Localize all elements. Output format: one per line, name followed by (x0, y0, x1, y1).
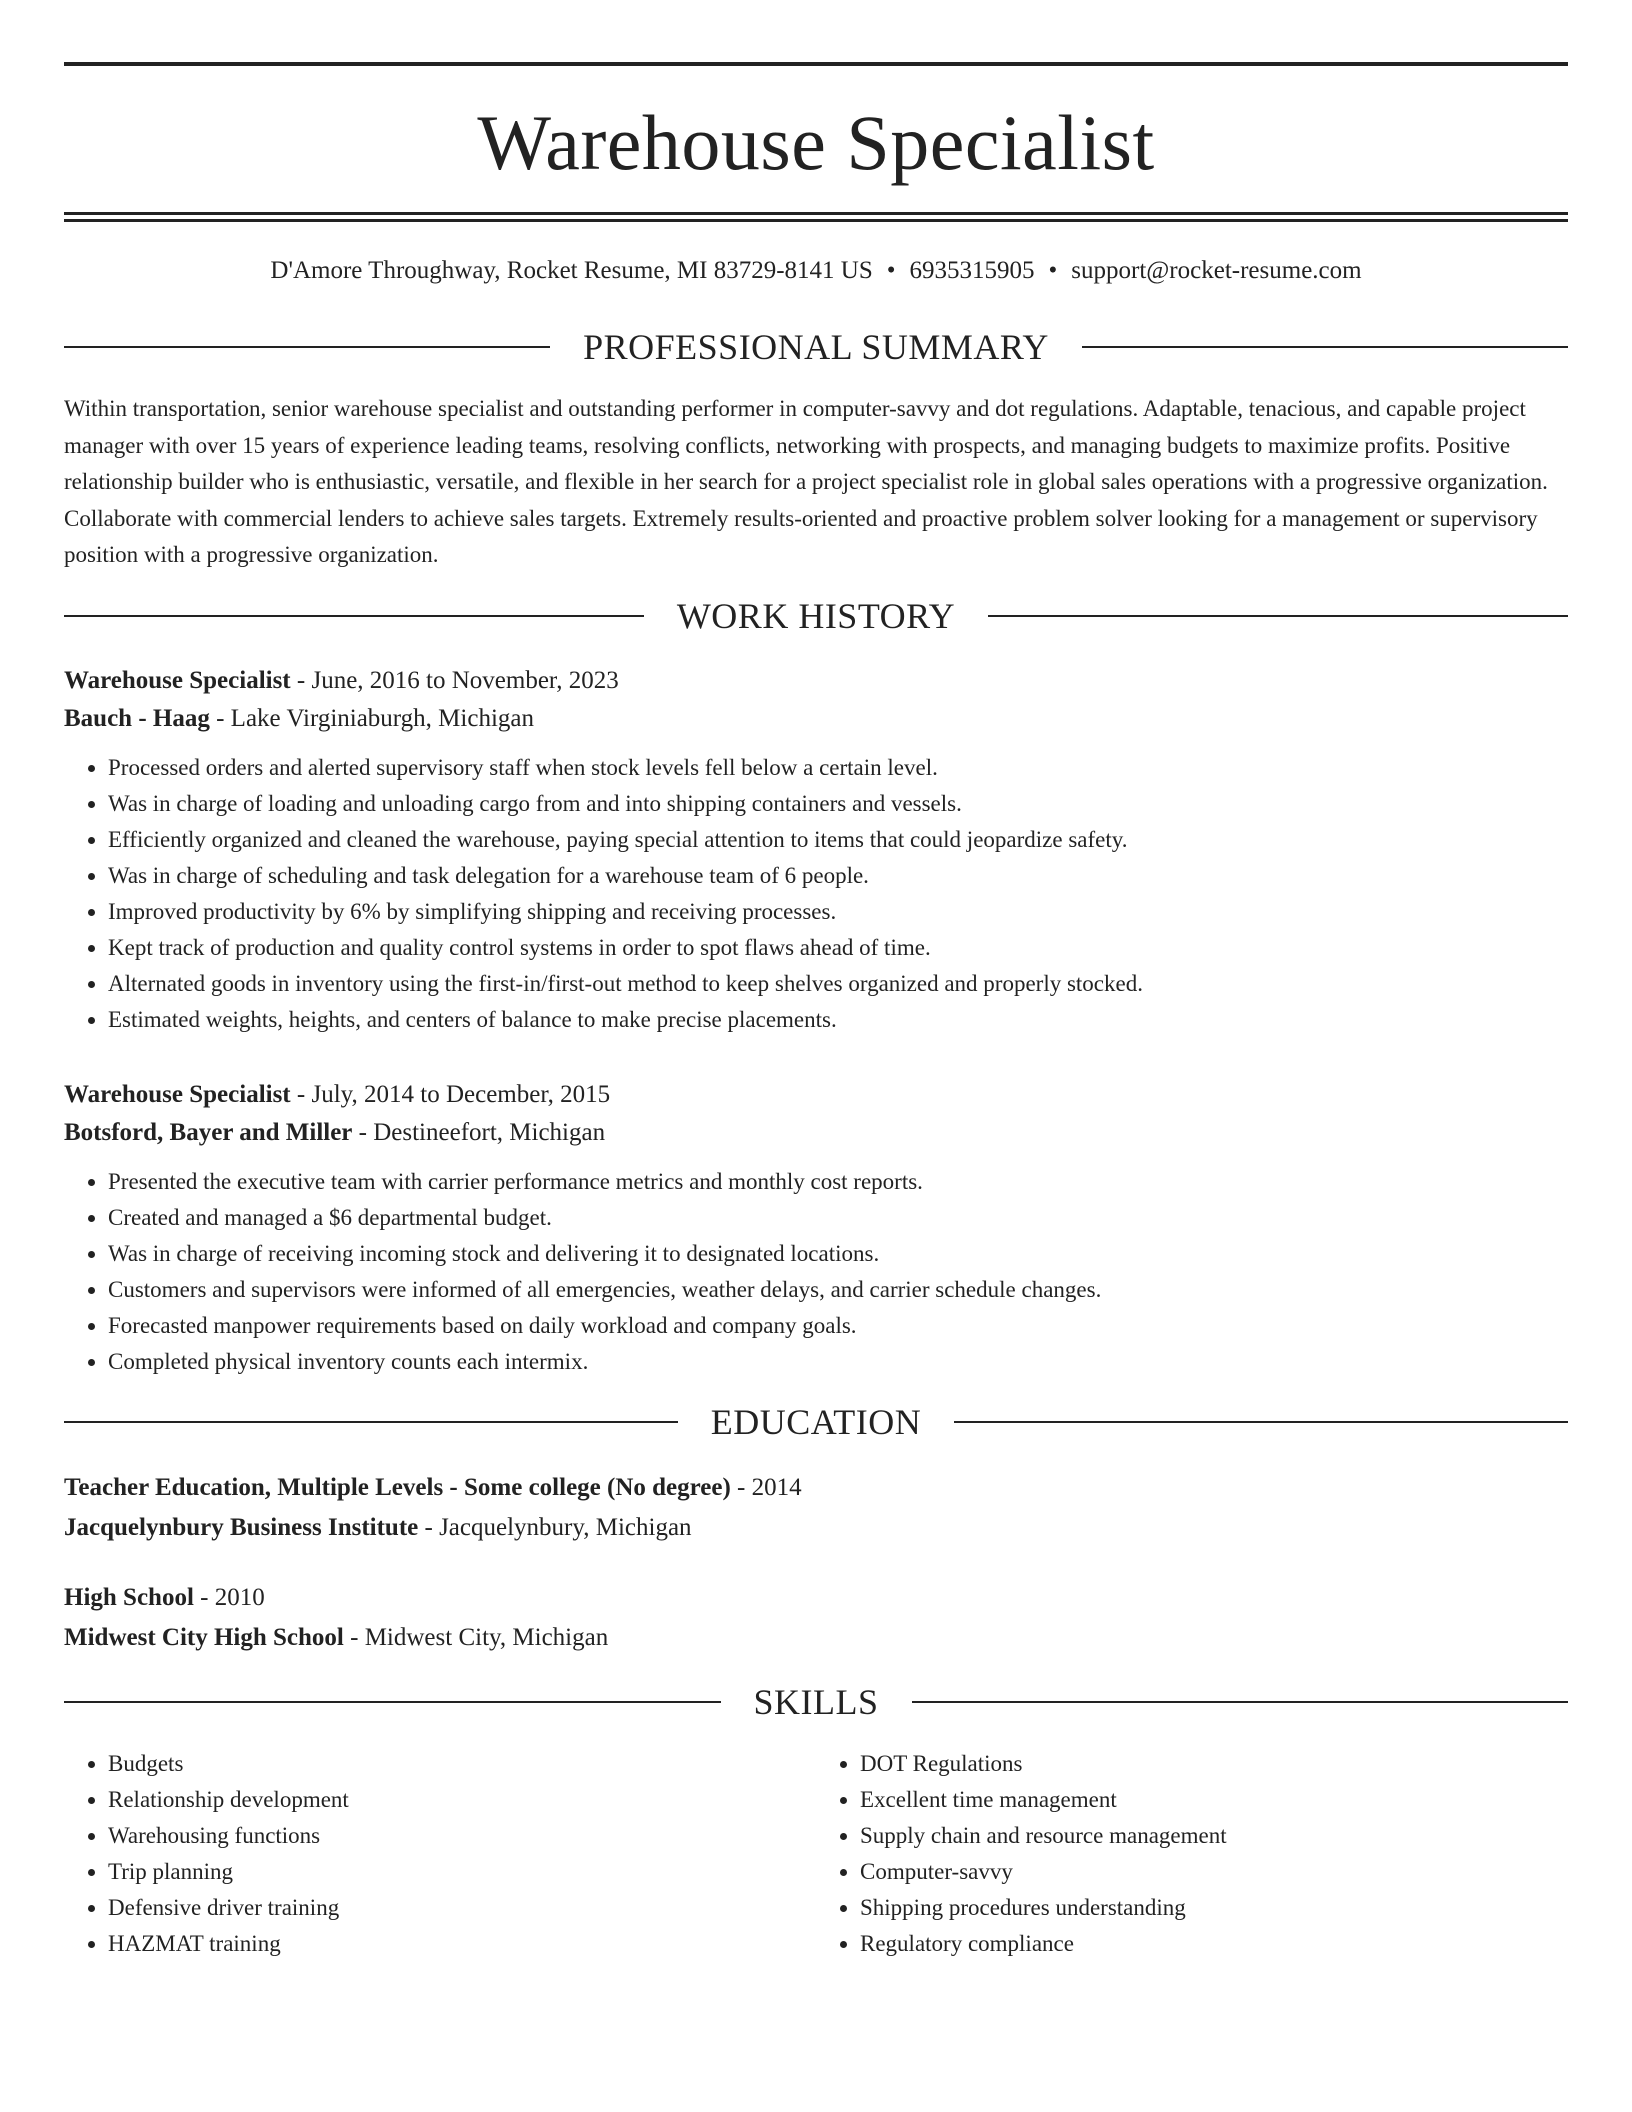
skills-bullets (64, 1746, 816, 1962)
job-location: - Destineefort, Michigan (352, 1118, 606, 1146)
heading-rule-left (64, 615, 644, 617)
contact-separator: • (1048, 257, 1058, 284)
list-item: • Was in charge of loading and unloading cargo from and into shipping containers and vessels. (108, 786, 1568, 822)
heading-rule-right (988, 615, 1568, 617)
list-item: • Computer-savvy (860, 1854, 1568, 1890)
skills-column-left (64, 1746, 816, 1962)
list-item: • Regulatory compliance (860, 1926, 1568, 1962)
section-heading-skills (64, 1681, 1568, 1722)
education-degree: High School (64, 1583, 194, 1611)
job-dates: - June, 2016 to November, 2023 (290, 666, 619, 694)
summary-paragraph: Within transportation, senior warehouse specialist and outstanding performer in computer-savvy and dot regulations. Adaptable, tenacious, and capable project manager with over 15 years of experience leading teams, resolving conflicts, networking with prospects, and managing budgets to maximize profits. Positive relationship builder who is enthusiastic, versatile, and flexible in her search for a project specialist role in global sales operations with a progressive organization. Collaborate with commercial lenders to achieve sales targets. Extremely results-oriented and proactive problem solver looking for a management or supervisory position with a progressive organization. (64, 396, 1548, 567)
job-company: Botsford, Bayer and Miller (64, 1118, 353, 1146)
heading-rule-left (64, 1701, 721, 1703)
list-item: • Excellent time management (860, 1782, 1568, 1818)
education-degree-line (64, 1468, 1568, 1508)
list-item: • Presented the executive team with carrier performance metrics and monthly cost reports. (108, 1164, 1568, 1200)
list-item: • Efficiently organized and cleaned the warehouse, paying special attention to items that could jeopardize safety. (108, 822, 1568, 858)
top-rule (64, 62, 1568, 66)
job-company: Bauch - Haag (64, 704, 210, 732)
job-company-line (64, 700, 1568, 738)
list-item: • Forecasted manpower requirements based on daily workload and company goals. (108, 1308, 1568, 1344)
job-entry (64, 662, 1568, 1038)
list-item: • Shipping procedures understanding (860, 1890, 1568, 1926)
list-item: • Customers and supervisors were informed of all emergencies, weather delays, and carrier schedule changes. (108, 1272, 1568, 1308)
list-item: • Improved productivity by 6% by simplifying shipping and receiving processes. (108, 894, 1568, 930)
contact-address: D'Amore Throughway, Rocket Resume, MI 83729-8141 US (270, 257, 873, 284)
job-dates: - July, 2014 to December, 2015 (290, 1080, 611, 1108)
section-heading-work (64, 595, 1568, 636)
list-item: • Estimated weights, heights, and centers of balance to make precise placements. (108, 1002, 1568, 1038)
education-year: - 2010 (193, 1583, 265, 1611)
skills-list (64, 1746, 1568, 1962)
job-location: - Lake Virginiaburgh, Michigan (209, 704, 534, 732)
list-item: • Warehousing functions (108, 1818, 816, 1854)
list-item: • Relationship development (108, 1782, 816, 1818)
list-item: • DOT Regulations (860, 1746, 1568, 1782)
contact-phone: 6935315905 (909, 257, 1035, 284)
heading-rule-left (64, 1421, 678, 1423)
list-item: • Trip planning (108, 1854, 816, 1890)
job-company-line (64, 1114, 1568, 1152)
job-title-line (64, 662, 1568, 700)
job-title: Warehouse Specialist (64, 666, 291, 694)
heading-rule-left (64, 346, 550, 348)
education-school-line (64, 1508, 1568, 1548)
education-entry (64, 1468, 1568, 1548)
list-item: • Created and managed a $6 departmental budget. (108, 1200, 1568, 1236)
page-title: Warehouse Specialist (477, 99, 1155, 186)
list-item: • Was in charge of scheduling and task delegation for a warehouse team of 6 people. (108, 858, 1568, 894)
heading-rule-right (912, 1701, 1569, 1703)
job-title: Warehouse Specialist (64, 1080, 291, 1108)
education-school-line (64, 1618, 1568, 1658)
contact-separator: • (886, 257, 896, 284)
list-item: • HAZMAT training (108, 1926, 816, 1962)
list-item: • Processed orders and alerted supervisory staff when stock levels fell below a certain level. (108, 750, 1568, 786)
list-item: • Completed physical inventory counts each intermix. (108, 1344, 1568, 1380)
education-year: - 2014 (730, 1473, 802, 1501)
list-item: • Kept track of production and quality control systems in order to spot flaws ahead of time. (108, 930, 1568, 966)
education-degree: Teacher Education, Multiple Levels - Some college (No degree) (64, 1473, 731, 1501)
section-heading-summary (64, 329, 1568, 365)
section-title: WORK HISTORY (676, 595, 956, 636)
contact-email: support@rocket-resume.com (1071, 257, 1362, 284)
list-item: • Defensive driver training (108, 1890, 816, 1926)
list-item: • Was in charge of receiving incoming stock and delivering it to designated locations. (108, 1236, 1568, 1272)
list-item: • Budgets (108, 1746, 816, 1782)
education-degree-line (64, 1578, 1568, 1618)
skills-column-right (816, 1746, 1568, 1962)
education-location: - Midwest City, Michigan (343, 1623, 609, 1651)
section-title: EDUCATION (710, 1401, 922, 1442)
contact-line (64, 258, 1568, 283)
skills-bullets (816, 1746, 1568, 1962)
section-title: PROFESSIONAL SUMMARY (583, 327, 1049, 367)
list-item: • Alternated goods in inventory using the first-in/first-out method to keep shelves organized and properly stocked. (108, 966, 1568, 1002)
education-school: Midwest City High School (64, 1623, 344, 1651)
education-school: Jacquelynbury Business Institute (64, 1513, 419, 1541)
section-title: SKILLS (753, 1681, 879, 1722)
section-heading-education (64, 1401, 1568, 1442)
education-entry (64, 1578, 1568, 1658)
job-title-line (64, 1076, 1568, 1114)
list-item: • Supply chain and resource management (860, 1818, 1568, 1854)
heading-rule-right (954, 1421, 1568, 1423)
job-entry (64, 1076, 1568, 1380)
title-double-rule (64, 212, 1568, 222)
job-bullets (64, 750, 1568, 1038)
heading-rule-right (1082, 346, 1568, 348)
job-bullets (64, 1164, 1568, 1380)
education-location: - Jacquelynbury, Michigan (418, 1513, 692, 1541)
